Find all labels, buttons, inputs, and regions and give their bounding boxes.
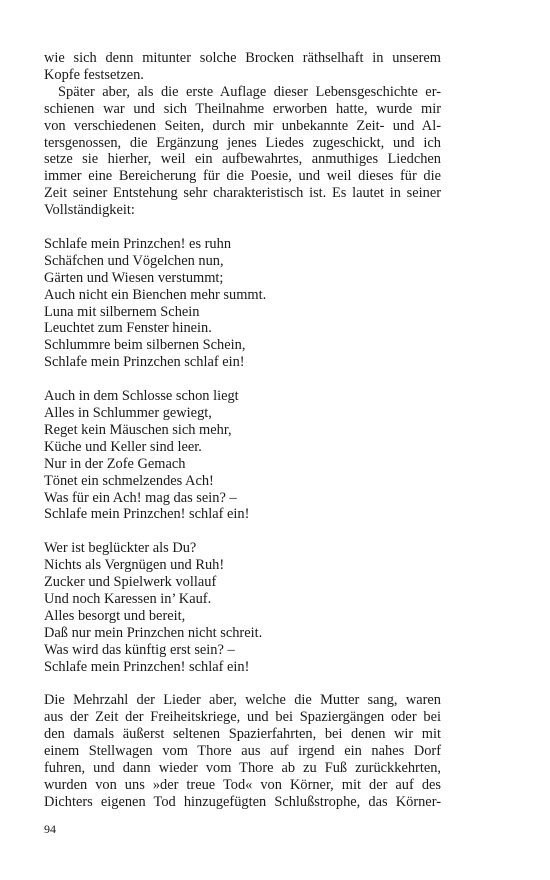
verse-line: Schlafe mein Prinzchen! es ruhn [44,235,232,252]
verse-line: Daß nur mein Prinzchen nicht schreit. [44,624,263,641]
text-line: fuhren, und dann wieder vom Thore ab zu Fuß zurückkehrten, [44,760,441,776]
text-line: wurden von uns »der treue Tod« von Körner, mit der auf des [44,776,441,793]
verse-line: Zucker und Spielwerk vollauf [44,574,217,591]
verse-line: Reget kein Mäuschen sich mehr, [44,421,232,438]
verse-line: Schlafe mein Prinzchen! schlaf ein! [44,506,250,523]
verse-line: Alles in Schlummer gewiegt, [44,405,212,421]
verse-line: Was wird das künftig erst sein? – [44,641,235,658]
text-line: Später aber, als die erste Auflage dieser Lebensgeschichte er- [58,83,441,100]
verse-line: Nur in der Zofe Gemach [44,455,186,472]
text-line: immer eine Bereicherung für die Poesie, und weil dieses für die [44,168,441,185]
paragraph-continued [44,50,441,84]
verse-stanza-3 [44,540,441,675]
text-line: Kopfe festsetzen. [44,66,144,83]
verse-line: Auch in dem Schlosse schon liegt [44,388,239,405]
text-line: aus der Zeit der Freiheitskriege, und bei Spaziergängen oder bei [44,709,441,726]
verse-line: Auch nicht ein Bienchen mehr summt. [44,286,267,303]
verse-line: Alles besorgt und bereit, [44,607,186,624]
verse-line: Und noch Karessen in’ Kauf. [44,590,212,607]
text-line: Die Mehrzahl der Lieder aber, welche die Mutter sang, waren [44,692,441,709]
verse-line: Schlafe mein Prinzchen schlaf ein! [44,354,245,371]
text-line: wie sich denn mitunter solche Brocken räthselhaft in unserem [44,50,441,66]
verse-line: Leuchtet zum Fenster hinein. [44,320,212,337]
verse-line: Schlummre beim silbernen Schein, [44,337,246,354]
verse-line: Gärten und Wiesen verstummt; [44,269,224,286]
text-line: schienen war und sich Theilnahme erworben hatte, wurde mir [44,100,441,117]
verse-stanza-2 [44,388,441,523]
text-line: einem Stellwagen vom Thore aus auf irgend ein nahes Dorf [44,743,441,760]
text-line: den damals äußerst seltenen Spazierfahrten, bei denen wir mit [44,726,441,743]
verse-line: Schäfchen und Vögelchen nun, [44,252,224,269]
verse-line: Nichts als Vergnügen und Ruh! [44,557,225,574]
text-line: tersgenossen, die Ergänzung jenes Liedes zugeschickt, und ich [44,134,441,151]
verse-line: Schlafe mein Prinzchen! schlaf ein! [44,658,250,675]
text-line: Dichters eigenen Tod hinzugefügten Schlußstrophe, das Körner- [44,793,441,810]
verse-line: Luna mit silbernem Schein [44,303,200,320]
text-line: Zeit seiner Entstehung sehr charakteristisch ist. Es lautet in seiner [44,185,441,202]
blank-line [44,675,441,692]
verse-line: Was für ein Ach! mag das sein? – [44,489,237,506]
text-line: Vollständigkeit: [44,202,135,219]
page-number: 94 [44,822,56,836]
verse-line: Küche und Keller sind leer. [44,438,202,455]
blank-line [44,371,441,388]
verse-line: Wer ist beglückter als Du? [44,540,197,557]
paragraph-mother-songs [44,692,441,810]
paragraph-intro-song [44,84,441,219]
text-line: setze sie hierher, weil ein aufbewahrtes, anmuthiges Liedchen [44,151,441,168]
blank-line [44,523,441,540]
verse-line: Tönet ein schmelzendes Ach! [44,472,214,489]
book-page [44,50,441,811]
text-line: von verschiedenen Seiten, durch mir unbekannte Zeit- und Al- [44,117,441,134]
verse-stanza-1 [44,236,441,371]
blank-line [44,219,441,236]
